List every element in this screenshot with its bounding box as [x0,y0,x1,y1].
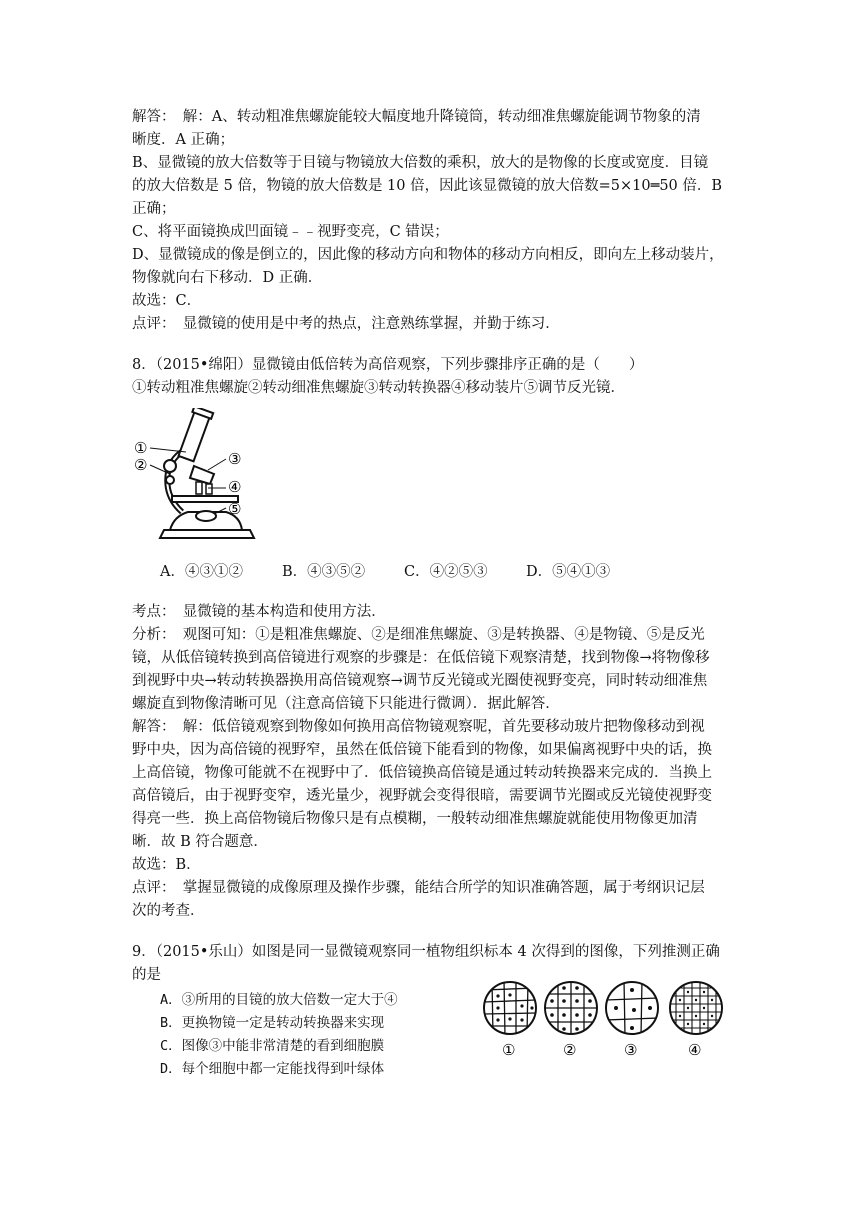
q8-answer-5: 得亮一些．换上高倍物镜后物像只是有点模糊，一般转动细准焦螺旋就能使用物像更加清 [132,811,698,827]
q8-choice: 故选：B． [132,857,201,873]
q7-line-5: 正确； [132,201,176,217]
micro-label-4: ④ [228,478,242,496]
q9-option-c: C．图像③中能非常清楚的看到细胞膜 [160,1038,385,1054]
q8-answer-1: 解答： 解：低倍镜观察到物像如何换用高倍物镜观察呢，首先要移动玻片把物像移动到视 [132,719,705,735]
q8-comment-1: 点评： 掌握显微镜的成像原理及操作步骤，能结合所学的知识准确答题，属于考纲识记层 [132,880,705,896]
cell-label-4: ④ [688,1041,702,1059]
q8-answer-6: 晰．故 B 符合题意． [132,834,268,850]
q7-line-8: 物像就向右下移动．D 正确． [132,270,323,286]
q7-line-3: B、显微镜的放大倍数等于目镜与物镜放大倍数的乘积，放大的是物像的长度或宽度．目镜 [132,155,709,171]
q8-option-a: A．④③①② [160,564,243,580]
q7-line-1: 解答： 解：A、转动粗准焦螺旋能较大幅度地升降镜筒，转动细准焦螺旋能调节物象的清 [132,109,701,125]
q8-stem-2: ①转动粗准焦螺旋②转动细准焦螺旋③转动转换器④移动装片⑤调节反光镜． [132,380,625,396]
micro-label-1: ① [134,439,148,457]
q8-analysis-1: 分析： 观图可知：①是粗准焦螺旋、②是细准焦螺旋、③是转换器、④是物镜、⑤是反光 [132,627,705,643]
cell-label-2: ② [563,1041,577,1059]
q7-line-6: C、将平面镜换成凹面镜﹣﹣视野变亮，C 错误； [132,224,449,240]
q8-analysis-2: 镜，从低倍镜转换到高倍镜进行观察的步骤是：在低倍镜下观察清楚，找到物像→将物像移 [132,650,710,666]
q9-stem-1: 9．（2015•乐山）如图是同一显微镜观察同一植物组织标本 4 次得到的图像，下列推测正确 [132,944,720,960]
q8-stem-1: 8．（2015•绵阳）显微镜由低倍转为高倍观察，下列步骤排序正确的是（ ） [132,357,644,373]
q8-comment-2: 次的考查． [132,903,205,919]
micro-label-5: ⑤ [228,500,242,518]
q9-option-a: A．③所用的目镜的放大倍数一定大于④ [160,992,398,1008]
cell-label-1: ① [502,1041,516,1059]
q8-analysis-3: 到视野中央→转动转换器换用高倍镜观察→调节反光镜或光圈使视野变亮，同时转动细准焦 [132,673,708,689]
q7-line-4: 的放大倍数是 5 倍，物镜的放大倍数是 10 倍，因此该显微镜的放大倍数=5×10═50 倍．B [132,178,723,194]
q8-answer-4: 高倍镜后，由于视野变窄，透光量少，视野就会变得很暗，需要调节光圈或反光镜使视野变 [132,788,712,804]
q8-option-c: C．④②⑤③ [404,564,488,580]
q8-keypoint: 考点： 显微镜的基本构造和使用方法． [132,604,386,620]
q8-answer-3: 上高倍镜，物像可能就不在视野中了．低倍镜换高倍镜是通过转动转换器来完成的．当换上 [132,765,712,781]
q8-option-d: D．⑤④①③ [526,564,611,580]
micro-label-2: ② [134,456,148,474]
q7-choice: 故选：C． [132,293,202,309]
microscope-figure [130,408,270,548]
q9-option-d: D．每个细胞中都一定能找得到叶绿体 [160,1061,385,1077]
q7-comment: 点评： 显微镜的使用是中考的热点，注意熟练掌握，并勤于练习． [132,316,560,332]
micro-label-3: ③ [228,450,242,468]
q8-option-b: B．④③⑤② [282,564,366,580]
q8-options [160,560,610,581]
cell-views-figure [480,978,730,1060]
q9-option-b: B．更换物镜一定是转动转换器来实现 [160,1015,385,1031]
q8-analysis-4: 螺旋直到物像清晰可见（注意高倍镜下只能进行微调）．据此解答． [132,696,560,712]
cell-label-3: ③ [624,1041,638,1059]
q9-stem-2: 的是 [132,967,161,983]
q7-line-7: D、显微镜成的像是倒立的，因此像的移动方向和物体的移动方向相反，即向左上移动装片， [132,247,724,263]
q8-answer-2: 野中央，因为高倍镜的视野窄，虽然在低倍镜下能看到的物像，如果偏离视野中央的话，换 [132,742,712,758]
q7-line-2: 晰度．A 正确； [132,132,235,148]
